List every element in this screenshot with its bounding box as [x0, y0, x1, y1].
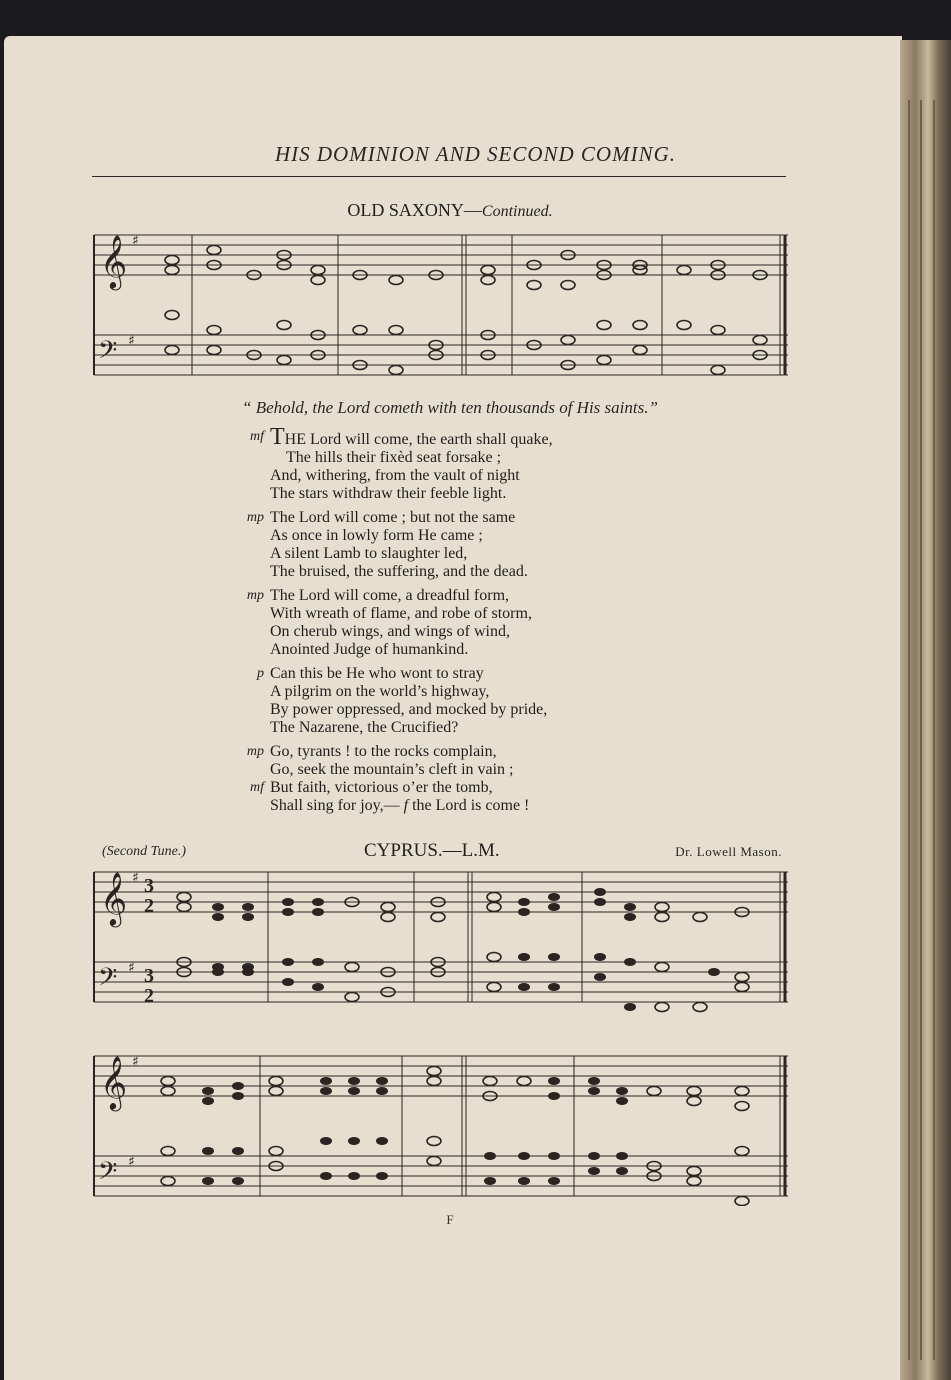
hymn-text [240, 424, 553, 821]
hymn-line: But faith, victorious o’er the tomb, [270, 779, 493, 796]
drop-cap: T [270, 424, 285, 450]
hymn-line: A silent Lamb to slaughter led, [270, 545, 468, 562]
hymn-line: The Nazarene, the Crucified? [270, 719, 459, 736]
treble-clef-icon: 𝄞 [100, 1055, 128, 1109]
dynamic-mark: mp [246, 744, 264, 759]
dynamic-mark: p [257, 666, 264, 681]
hymn-line: And, withering, from the vault of night [270, 467, 520, 484]
stanza-3 [240, 587, 553, 659]
hymn-line [270, 424, 553, 450]
epigraph: “ Behold, the Lord cometh with ten thousands of His saints.” [242, 398, 658, 417]
signature-mark: F [446, 1212, 454, 1227]
tune-title-cyprus: CYPRUS.—L.M. [364, 840, 500, 861]
hymn-line: Anointed Judge of humankind. [270, 641, 469, 658]
key-signature-sharp-icon: ♯ [132, 233, 139, 249]
dynamic-mark: mp [246, 588, 264, 603]
music-system [88, 862, 793, 1022]
page-stack-edge [900, 40, 951, 1380]
treble-staff [94, 235, 788, 275]
filled-note-heads [202, 1077, 628, 1185]
hymn-line: Go, seek the mountain’s cleft in vain ; [270, 761, 514, 778]
score-old-saxony [88, 225, 793, 395]
hymn-line: On cherub wings, and wings of wind, [270, 623, 510, 640]
hymn-line: The Lord will come, a dreadful form, [270, 587, 510, 604]
music-system [88, 225, 793, 395]
dynamic-mark-inline: f [403, 797, 409, 814]
time-signature-bottom: 2 [144, 985, 154, 1007]
bass-clef-icon: 𝄢 [98, 963, 118, 998]
hymn-line: The Lord will come ; but not the same [270, 509, 516, 526]
key-signature-sharp-icon: ♯ [132, 870, 139, 886]
hymn-line: The stars withdraw their feeble light. [270, 485, 507, 502]
bass-clef-icon: 𝄢 [98, 336, 118, 371]
treble-clef-icon: 𝄞 [100, 234, 128, 288]
time-signature-bottom: 2 [144, 895, 154, 917]
hymn-line [270, 797, 553, 815]
note-heads [177, 893, 749, 1012]
stanza-4 [240, 665, 553, 737]
stanza-1 [240, 424, 553, 503]
hymn-line: As once in lowly form He came ; [270, 527, 483, 544]
composer-credit: Dr. Lowell Mason. [675, 844, 782, 859]
time-signature-top: 3 [144, 875, 154, 897]
filled-note-heads [212, 888, 720, 1011]
tune-title-old-saxony [0, 200, 900, 221]
tune2-header [102, 840, 782, 862]
hymn-line-rest: HE Lord will come, the earth shall quake, [284, 431, 553, 448]
treble-clef-icon: 𝄞 [100, 871, 128, 925]
stanza-5 [240, 743, 553, 815]
hymn-line: Go, tyrants ! to the rocks complain, [270, 743, 497, 760]
hymn-line-part: the Lord is come ! [412, 797, 530, 814]
tune-title-text: OLD SAXONY— [347, 200, 482, 220]
key-signature-sharp-icon: ♯ [128, 960, 135, 976]
running-head: HIS DOMINION AND SECOND COMING. [274, 142, 677, 166]
note-heads [161, 1067, 749, 1206]
dynamic-mark: mf [250, 429, 264, 444]
music-system [88, 1036, 793, 1206]
dynamic-mark: mf [250, 780, 264, 795]
score-cyprus-system-2 [88, 1036, 793, 1206]
hymn-line: With wreath of flame, and robe of storm, [270, 605, 532, 622]
time-signature-top: 3 [144, 965, 154, 987]
header-rule [92, 176, 786, 177]
hymn-line-part: Shall sing for joy,— [270, 797, 404, 814]
key-signature-sharp-icon: ♯ [128, 1154, 135, 1170]
hymn-line: The bruised, the suffering, and the dead. [270, 563, 528, 580]
tune-title-suffix: Continued. [481, 203, 553, 220]
key-signature-sharp-icon: ♯ [128, 333, 135, 349]
score-cyprus-system-1 [88, 862, 793, 1022]
bass-clef-icon: 𝄢 [98, 1157, 118, 1192]
hymn-line: The hills their fixèd seat forsake ; [286, 449, 502, 466]
dynamic-mark: mp [246, 510, 264, 525]
hymn-line: A pilgrim on the world’s highway, [270, 683, 490, 700]
hymn-line: Can this be He who wont to stray [270, 665, 484, 682]
key-signature-sharp-icon: ♯ [132, 1054, 139, 1070]
second-tune-label: (Second Tune.) [102, 844, 186, 859]
hymn-line: By power oppressed, and mocked by pride, [270, 701, 548, 718]
stanza-2 [240, 509, 553, 581]
